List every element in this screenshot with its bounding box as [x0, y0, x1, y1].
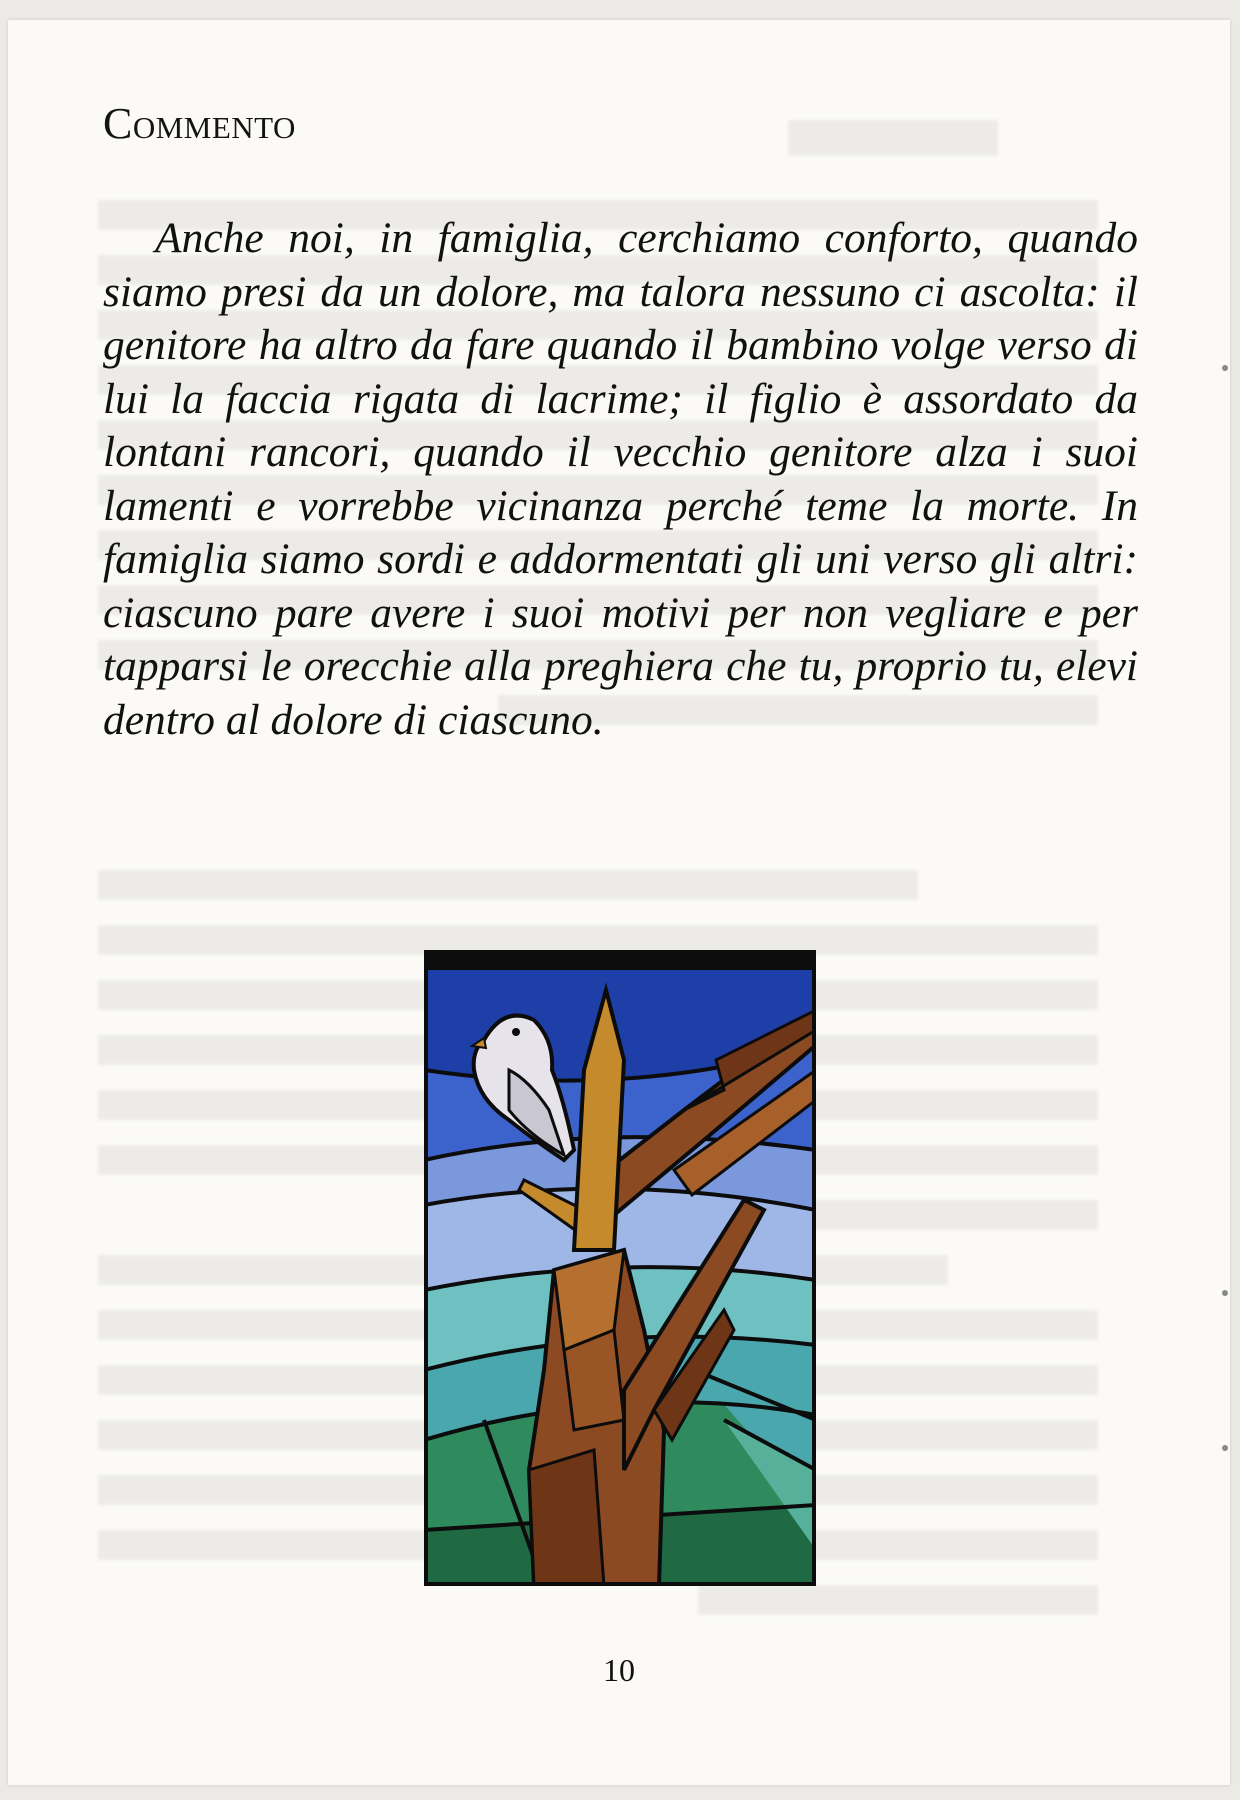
- binding-hole-mark: [1222, 1445, 1228, 1451]
- stained-glass-illustration: [424, 950, 816, 1586]
- commentary-paragraph: Anche noi, in famiglia, cerchiamo conforto, quando siamo presi da un dolore, ma talora nessuno ci ascolta: il genitore ha altro da fare quando il bambino volge verso di lui la faccia rigata di lacrime; il figlio è assordato da lontani rancori, quando il vecchio genitore alza i suoi lamenti e vorrebbe vicinanza perché teme la morte. In famiglia siamo sordi e addormentati gli uni verso gli altri: ciascuno pare avere i suoi motivi per non vegliare e per tapparsi le orecchie alla preghiera che tu, proprio tu, elevi dentro al dolore di ciascuno.: [103, 214, 1138, 744]
- page-number: 10: [603, 1652, 635, 1688]
- book-page: [8, 20, 1230, 1785]
- dove-on-tree-image: [424, 950, 816, 1586]
- section-heading: Commento: [103, 99, 296, 148]
- binding-hole-mark: [1222, 365, 1228, 371]
- binding-hole-mark: [1222, 1290, 1228, 1296]
